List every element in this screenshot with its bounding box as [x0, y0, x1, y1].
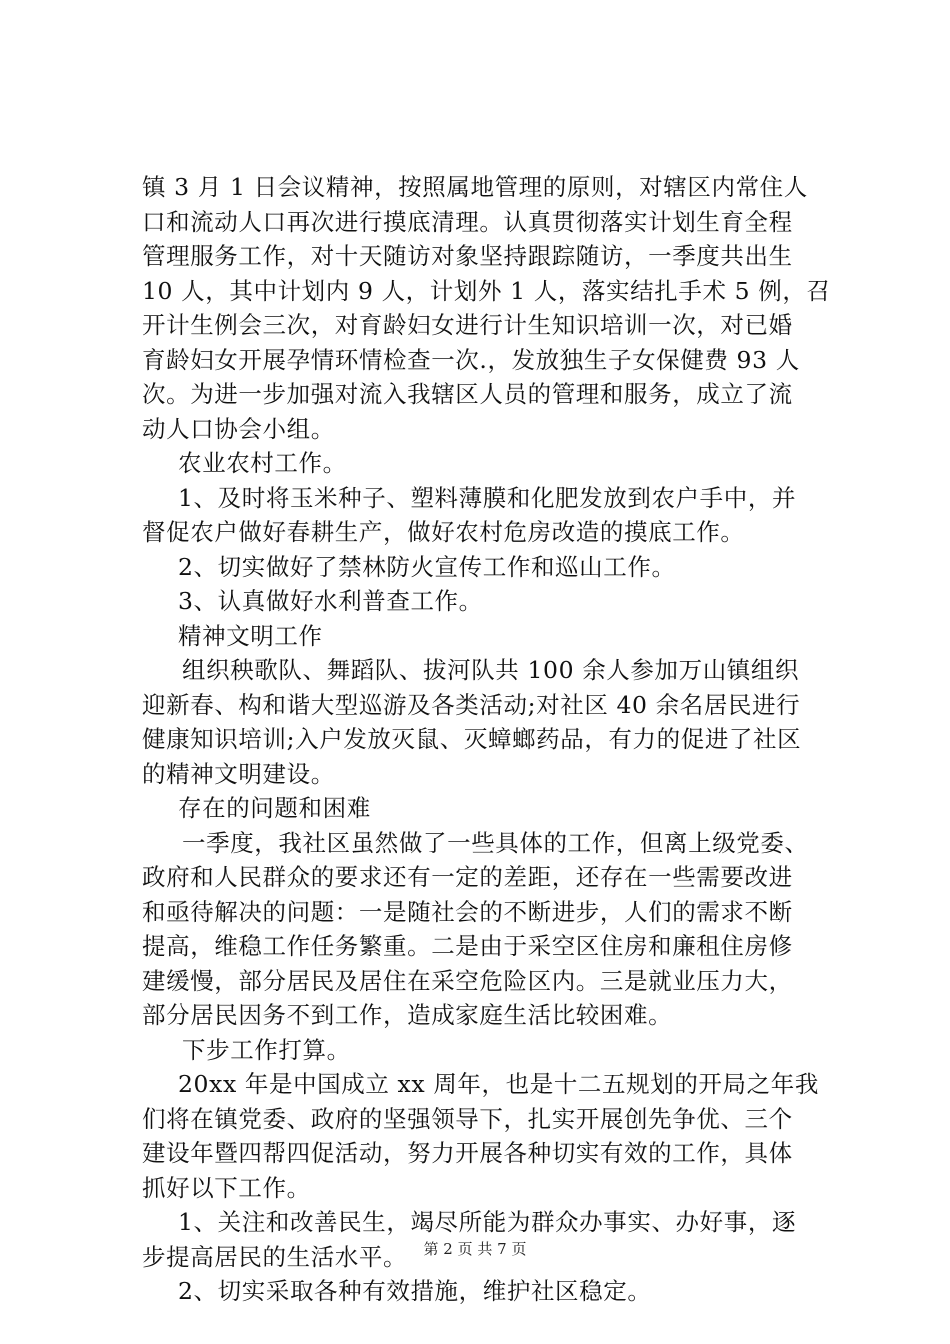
text-line: 动人口协会小组。	[142, 414, 335, 443]
text-line: 和亟待解决的问题：一是随社会的不断进步，人们的需求不断	[142, 897, 793, 926]
text-line: 部分居民因务不到工作，造成家庭生活比较困难。	[142, 1001, 673, 1029]
section-heading: 精神文明工作	[178, 621, 323, 650]
section-heading: 存在的问题和困难	[178, 794, 371, 822]
text-line: 督促农户做好春耕生产，做好农村危房改造的摸底工作。	[142, 518, 745, 546]
text-line: 建缓慢，部分居民及居住在采空危险区内。三是就业压力大，	[142, 966, 793, 995]
text-line: 的精神文明建设。	[142, 759, 335, 788]
text-line: 20xx 年是中国成立 xx 周年，也是十二五规划的开局之年我	[178, 1070, 819, 1098]
section-heading: 农业农村工作。	[178, 449, 347, 477]
document-body	[142, 170, 831, 1309]
text-line: 3、认真做好水利普查工作。	[178, 587, 483, 615]
section-heading: 下步工作打算。	[182, 1035, 351, 1064]
text-line: 1、及时将玉米种子、塑料薄膜和化肥发放到农户手中，并	[178, 483, 797, 512]
text-line: 们将在镇党委、政府的坚强领导下，扎实开展创先争优、三个	[142, 1104, 793, 1133]
text-line: 2、切实做好了禁林防火宣传工作和巡山工作。	[178, 552, 676, 581]
text-line: 提高，维稳工作任务繁重。二是由于采空区住房和廉租住房修	[142, 932, 793, 960]
text-line: 一季度，我社区虽然做了一些具体的工作，但离上级党委、	[182, 828, 809, 857]
text-line: 步提高居民的生活水平。	[142, 1242, 408, 1271]
text-line: 1、关注和改善民生，竭尽所能为群众办事实、办好事，逐	[178, 1208, 797, 1236]
text-line: 组织秧歌队、舞蹈队、拔河队共 100 余人参加万山镇组织	[182, 656, 800, 684]
text-line: 次。为进一步加强对流入我辖区人员的管理和服务，成立了流	[142, 380, 793, 408]
text-line: 抓好以下工作。	[142, 1173, 311, 1202]
text-line: 政府和人民群众的要求还有一定的差距，还存在一些需要改进	[142, 863, 793, 891]
text-line: 健康知识培训;入户发放灭鼠、灭蟑螂药品，有力的促进了社区	[142, 725, 802, 753]
text-line: 管理服务工作，对十天随访对象坚持跟踪随访，一季度共出生	[142, 242, 793, 270]
text-line: 口和流动人口再次进行摸底清理。认真贯彻落实计划生育全程	[142, 207, 793, 236]
text-line: 10 人，其中计划内 9 人，计划外 1 人，落实结扎手术 5 例，召	[142, 276, 831, 305]
text-line: 建设年暨四帮四促活动，努力开展各种切实有效的工作，具体	[142, 1139, 793, 1167]
text-line: 迎新春、构和谐大型巡游及各类活动;对社区 40 余名居民进行	[142, 690, 801, 719]
text-line: 2、切实采取各种有效措施，维护社区稳定。	[178, 1277, 652, 1305]
text-line: 开计生例会三次，对育龄妇女进行计生知识培训一次，对已婚	[142, 311, 793, 339]
text-line: 镇 3 月 1 日会议精神，按照属地管理的原则，对辖区内常住人	[142, 173, 808, 201]
text-line: 育龄妇女开展孕情环情检查一次.，发放独生子女保健费 93 人	[142, 345, 800, 374]
page-number-footer: 第 2 页 共 7 页	[423, 1240, 527, 1258]
